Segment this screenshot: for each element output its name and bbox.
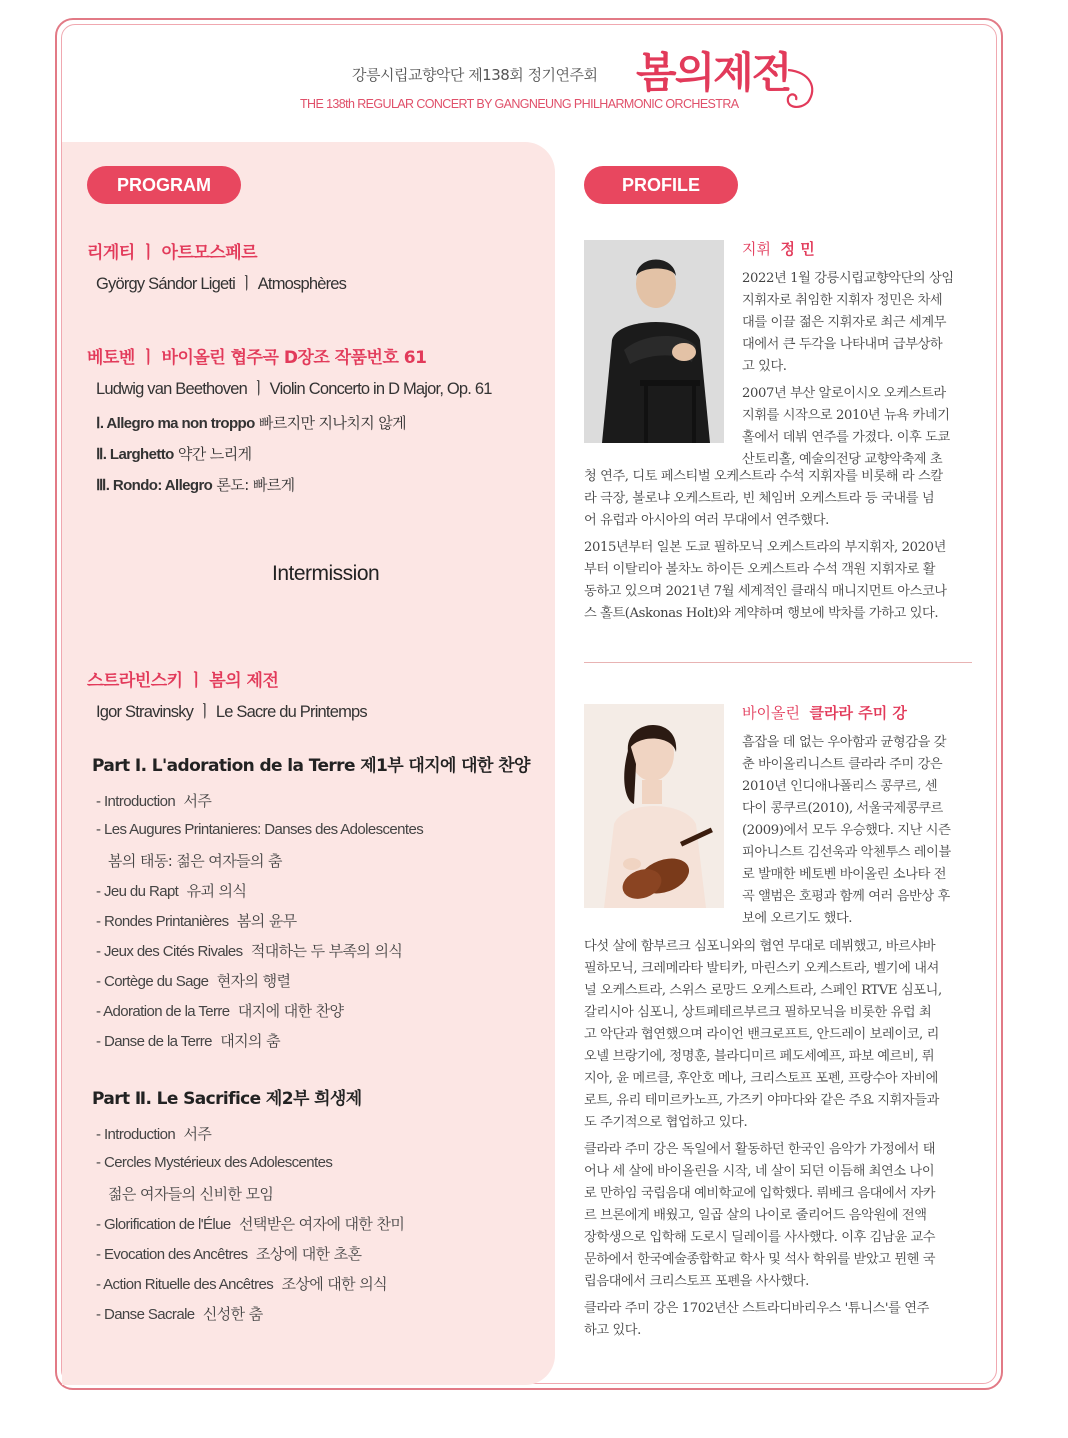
profile-pill: PROFILE <box>584 166 738 204</box>
program-item <box>108 850 282 871</box>
movement-3: Ⅲ. Rondo: Allegro 론도: 빠르게 <box>96 476 295 494</box>
program-item-ko: 조상에 대한 의식 <box>273 1275 388 1293</box>
bio-line: 대를 이끌 젊은 지휘자로 최근 세계무 <box>742 315 947 330</box>
program-item-ko: 선택받은 여자에 대한 찬미 <box>230 1215 405 1233</box>
bio-line: 고 있다. <box>742 359 787 374</box>
bio-line: 필하모닉, 크레메라타 발티카, 마린스키 오케스트라, 벨기에 내셔 <box>584 961 939 976</box>
violinist-bio-intro <box>742 732 974 930</box>
program-item <box>96 880 246 901</box>
bio-line: 문하에서 한국예술종합학교 학사 및 석사 학위를 받았고 뮌헨 국 <box>584 1252 936 1267</box>
bio-line: 흠잡을 데 없는 우아함과 균형감을 갖 <box>742 735 947 750</box>
program-item-ko: 현자의 행렬 <box>208 972 291 990</box>
program-item-ko: 대지에 대한 찬양 <box>229 1002 344 1020</box>
bio-line: 로 발매한 베토벤 바이올린 소나타 전 <box>742 867 947 882</box>
conductor-bio-intro <box>742 268 974 471</box>
program-item-ko: 봄의 윤무 <box>228 912 297 930</box>
program-item <box>96 910 297 931</box>
bio-line: 지아, 윤 메르클, 후안호 메나, 크리스토프 포펜, 프랑수아 자비에 <box>584 1071 938 1086</box>
bio-line: 어나 세 살에 바이올린을 시작, 네 살이 되던 이듬해 최연소 나이 <box>584 1164 935 1179</box>
bio-line: 갈리시아 심포니, 상트페테르부르크 필하모닉을 비롯한 유럽 최 <box>584 1005 932 1020</box>
program-item-en: - Les Augures Printanieres: Danses des Adolescentes <box>96 821 424 838</box>
program-item <box>96 1000 343 1021</box>
movement-1: Ⅰ. Allegro ma non troppo 빠르지만 지나치지 않게 <box>96 414 407 432</box>
bio-line: 오넬 브랑기에, 정명훈, 블라디미르 페도세예프, 파보 예르비, 뤼 <box>584 1049 935 1064</box>
work2-title-ko: 베토벤 ㅣ 바이올린 협주곡 D장조 작품번호 61 <box>87 348 427 368</box>
program-pill: PROGRAM <box>87 166 241 204</box>
program-item <box>96 1303 263 1324</box>
program-item <box>96 1123 211 1144</box>
program-item-ko: 유괴 의식 <box>178 882 247 900</box>
intermission-label: Intermission <box>272 562 380 585</box>
program-item <box>96 790 211 811</box>
bio-line: 2015년부터 일본 도쿄 필하모닉 오케스트라의 부지휘자, 2020년 <box>584 540 946 555</box>
program-item-en: - Introduction <box>96 793 176 810</box>
bio-line: 2022년 1월 강릉시립교향악단의 상임 <box>742 271 954 286</box>
work3-title-en: Igor Stravinsky ㅣ Le Sacre du Printemps <box>96 703 367 721</box>
work2-title-en: Ludwig van Beethoven ㅣ Violin Concerto in D Major, Op. 61 <box>96 380 492 398</box>
bio-line: 다이 콩쿠르(2010), 서울국제콩쿠르 <box>742 801 943 816</box>
program-item <box>96 1243 361 1264</box>
program-item-en: - Danse Sacrale <box>96 1306 195 1323</box>
profile-divider <box>584 662 972 663</box>
bio-line: 보에 오르기도 했다. <box>742 911 853 926</box>
bio-line: 대에서 큰 두각을 나타내며 급부상하 <box>742 337 943 352</box>
program-item <box>96 820 423 838</box>
program-item <box>96 940 402 961</box>
bio-line: 다섯 살에 함부르크 심포니와의 협연 무대로 데뷔했고, 바르샤바 <box>584 939 936 954</box>
bio-line: 고 악단과 협연했으며 라이언 밴크로프트, 안드레이 보레이코, 리 <box>584 1027 939 1042</box>
bio-line: 도 주기적으로 협업하고 있다. <box>584 1115 748 1130</box>
program-item <box>96 970 290 991</box>
title-swirl-ornament <box>780 66 822 112</box>
program-item-ko: 젊은 여자들의 신비한 모임 <box>108 1185 274 1203</box>
bio-line: 산토리홀, 예술의전당 교향악축제 초 <box>742 452 943 467</box>
bio-line: 홀에서 데뷔 연주를 가졌다. 이후 도쿄 <box>742 430 950 445</box>
bio-line: 스 홀트(Askonas Holt)와 계약하며 행보에 박차를 가하고 있다. <box>584 606 939 621</box>
program-item-ko: 신성한 춤 <box>194 1305 263 1323</box>
conductor-name: 지휘 정 민 <box>742 240 815 258</box>
program-item-en: - Evocation des Ancêtres <box>96 1246 248 1263</box>
violinist-bio-career <box>584 936 974 1342</box>
program-item <box>96 1153 332 1171</box>
concert-subtitle-en: THE 138th REGULAR CONCERT BY GANGNEUNG PHILHARMONIC ORCHESTRA <box>300 97 739 111</box>
program-item-ko: 대지의 춤 <box>211 1032 280 1050</box>
bio-line: 어 유럽과 아시아의 여러 무대에서 연주했다. <box>584 513 829 528</box>
bio-line: 하고 있다. <box>584 1323 641 1338</box>
bio-line: 2007년 부산 알로이시오 오케스트라 <box>742 386 946 401</box>
program-item-en: - Rondes Printanières <box>96 913 229 930</box>
part2-title: Part Ⅱ. Le Sacrifice 제2부 희생제 <box>92 1089 362 1109</box>
bio-line: 피아니스트 김선욱과 악첸투스 레이블 <box>742 845 951 860</box>
bio-line: 립음대에서 크리스토프 포펜을 사사했다. <box>584 1274 809 1289</box>
bio-line: 널 오케스트라, 스위스 로망드 오케스트라, 스페인 RTVE 심포니, <box>584 983 942 998</box>
program-item-en: - Jeu du Rapt <box>96 883 179 900</box>
bio-line: 라 극장, 볼로냐 오케스트라, 빈 체임버 오케스트라 등 국내를 넘 <box>584 491 935 506</box>
bio-line: 장학생으로 입학해 도로시 딜레이를 사사했다. 이후 김남윤 교수 <box>584 1230 936 1245</box>
program-item-en: - Cortège du Sage <box>96 973 209 990</box>
concert-title: 봄의제전 <box>636 48 791 97</box>
program-item <box>96 1030 280 1051</box>
bio-line: 청 연주, 디토 페스티벌 오케스트라 수석 지휘자를 비롯해 라 스칼 <box>584 469 943 484</box>
bio-line: 춘 바이올리니스트 클라라 주미 강은 <box>742 757 943 772</box>
violinist-name: 바이올린 클라라 주미 강 <box>742 704 907 722</box>
program-item <box>108 1183 273 1204</box>
program-item-ko: 서주 <box>175 1125 212 1143</box>
bio-line: 지휘자로 취임한 지휘자 정민은 차세 <box>742 293 943 308</box>
bio-line: 동하고 있으며 2021년 7월 세계적인 클래식 매니지먼트 아스코나 <box>584 584 947 599</box>
conductor-bio-career <box>584 466 974 625</box>
program-item-ko: 봄의 태동: 젊은 여자들의 춤 <box>108 852 282 870</box>
bio-line: 로트, 유리 테미르카노프, 가즈키 야마다와 같은 주요 지휘자들과 <box>584 1093 939 1108</box>
bio-line: 르 브론에게 배웠고, 일곱 살의 나이로 줄리어드 음악원에 전액 <box>584 1208 927 1223</box>
program-item-en: - Adoration de la Terre <box>96 1003 230 1020</box>
program-item-en: - Danse de la Terre <box>96 1033 212 1050</box>
movement-2: Ⅱ. Larghetto 약간 느리게 <box>96 445 252 463</box>
program-item-ko: 조상에 대한 초혼 <box>247 1245 362 1263</box>
program-item-en: - Cercles Mystérieux des Adolescentes <box>96 1154 333 1171</box>
bio-line: 클라라 주미 강은 1702년산 스트라디바리우스 '튜니스'를 연주 <box>584 1301 929 1316</box>
bio-line: (2009)에서 모두 우승했다. 지난 시즌 <box>742 823 951 838</box>
program-item-en: - Action Rituelle des Ancêtres <box>96 1276 274 1293</box>
bio-line: 2010년 인디애나폴리스 콩쿠르, 센 <box>742 779 938 794</box>
violinist-photo <box>584 704 724 908</box>
concert-subtitle-ko: 강릉시립교향악단 제138회 정기연주회 <box>352 66 598 84</box>
conductor-photo <box>584 240 724 443</box>
part1-title: Part Ⅰ. L'adoration de la Terre 제1부 대지에 대한 찬양 <box>92 756 530 776</box>
bio-line: 곡 앨범은 호평과 함께 여러 음반상 후 <box>742 889 950 904</box>
work1-title-ko: 리게티 ㅣ 아트모스페르 <box>87 243 258 263</box>
work3-title-ko: 스트라빈스키 ㅣ 봄의 제전 <box>87 671 279 691</box>
program-item-ko: 서주 <box>175 792 212 810</box>
bio-line: 부터 이탈리아 볼차노 하이든 오케스트라 수석 객원 지휘자로 활 <box>584 562 936 577</box>
program-item-en: - Glorification de l'Élue <box>96 1216 231 1233</box>
program-item <box>96 1273 387 1294</box>
bio-line: 지휘를 시작으로 2010년 뉴욕 카네기 <box>742 408 950 423</box>
work1-title-en: György Sándor Ligeti ㅣ Atmosphères <box>96 275 347 293</box>
program-item <box>96 1213 404 1234</box>
bio-line: 로 만하임 국립음대 예비학교에 입학했다. 뤼베크 음대에서 자카 <box>584 1186 936 1201</box>
program-item-ko: 적대하는 두 부족의 의식 <box>242 942 403 960</box>
program-item-en: - Jeux des Cités Rivales <box>96 943 243 960</box>
bio-line: 클라라 주미 강은 독일에서 활동하던 한국인 음악가 가정에서 태 <box>584 1142 936 1157</box>
program-item-en: - Introduction <box>96 1126 176 1143</box>
